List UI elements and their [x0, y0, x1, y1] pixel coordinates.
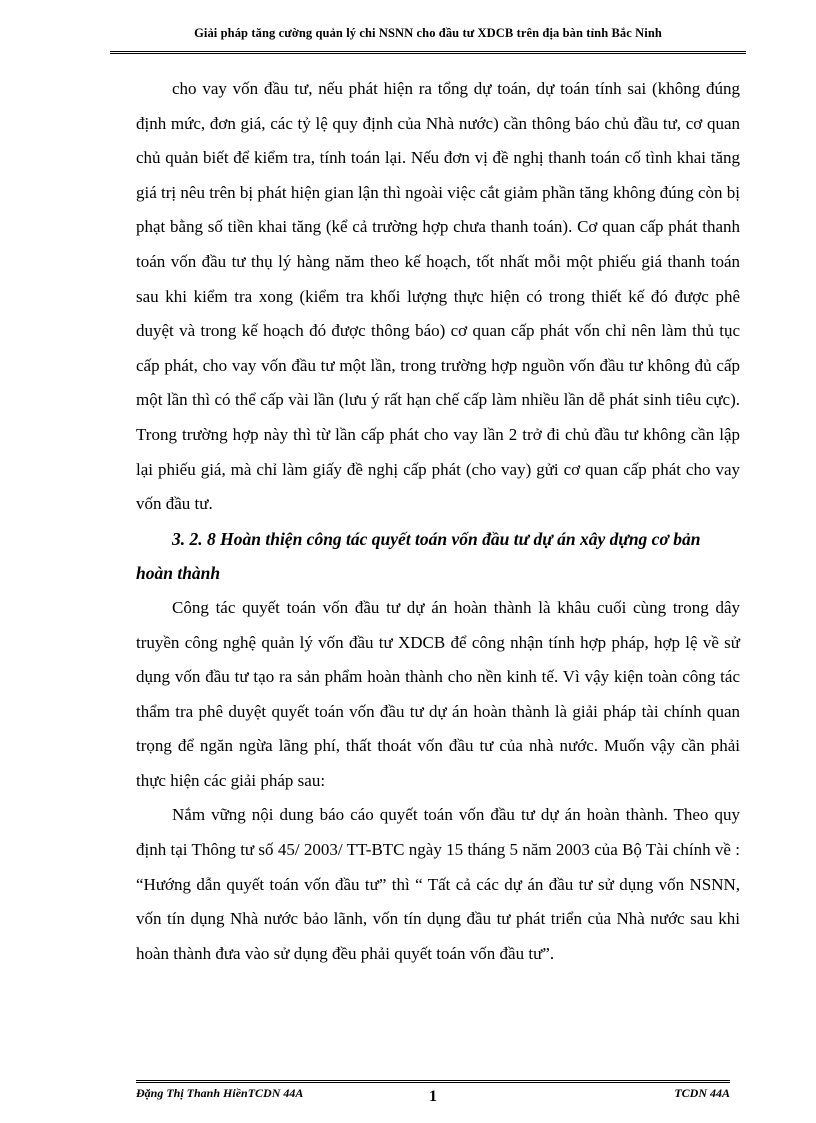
- section-heading: 3. 2. 8 Hoàn thiện công tác quyết toán vốn đầu tư dự án xây dựng cơ bản hoàn thành: [136, 528, 701, 584]
- header-title: Giải pháp tăng cường quản lý chi NSNN cho đầu tư XDCB trên địa bàn tỉnh Bắc Ninh: [194, 26, 662, 40]
- footer-author: Đặng Thị Thanh HiềnTCDN 44A: [136, 1086, 304, 1100]
- footer-class-code: TCDN 44A: [674, 1086, 730, 1100]
- page-body: [136, 72, 740, 971]
- header-rule: [110, 51, 746, 54]
- page-header: [110, 26, 746, 54]
- page-footer: [136, 1080, 730, 1116]
- paragraph-settlement-intro: Công tác quyết toán vốn đầu tư dự án hoàn thành là khâu cuối cùng trong dây truyền công nghệ quản lý vốn đầu tư XDCB để công nhận tính hợp pháp, hợp lệ về sử dụng vốn đầu tư tạo ra sản phẩm hoàn thành cho nền kinh tế. Vì vậy kiện toàn công tác thẩm tra phê duyệt quyết toán vốn đầu tư dự án hoàn thành là giải pháp tài chính quan trọng để ngăn ngừa lãng phí, thất thoát vốn đầu tư của nhà nước. Muốn vậy cần phải thực hiện các giải pháp sau:: [136, 597, 740, 790]
- paragraph-settlement-report: Nắm vững nội dung báo cáo quyết toán vốn đầu tư dự án hoàn thành. Theo quy định tại Thông tư số 45/ 2003/ TT-BTC ngày 15 tháng 5 năm 2003 của Bộ Tài chính về : “Hướng dẫn quyết toán vốn đầu tư” thì “ Tất cả các dự án đầu tư sử dụng vốn NSNN, vốn tín dụng Nhà nước bảo lãnh, vốn tín dụng đầu tư phát triển của Nhà nước sau khi hoàn thành đưa vào sử dụng đều phải quyết toán vốn đầu tư”.: [136, 805, 740, 963]
- page-number: 1: [429, 1088, 437, 1105]
- footer-rule: [136, 1080, 730, 1083]
- paragraph-disbursement: cho vay vốn đầu tư, nếu phát hiện ra tổng dự toán, dự toán tính sai (không đúng định mức, đơn giá, các tỷ lệ quy định của Nhà nước) cần thông báo chủ đầu tư, cơ quan chủ quản biết để kiểm tra, tính toán lại. Nếu đơn vị đề nghị thanh toán cố tình khai tăng giá trị nêu trên bị phát hiện gian lận thì ngoài việc cắt giảm phần tăng không đúng còn bị phạt bằng số tiền khai tăng (kể cả trường hợp chưa thanh toán). Cơ quan cấp phát thanh toán vốn đầu tư thụ lý hàng năm theo kế hoạch, tốt nhất mỗi một phiếu giá thanh toán sau khi kiểm tra xong (kiểm tra khối lượng thực hiện có trong thiết kế đó được phê duyệt và trong kế hoạch đó được thông báo) cơ quan cấp phát vốn chỉ nên làm thủ tục cấp phát, cho vay vốn đầu tư một lần, trong trường hợp nguồn vốn đầu tư không đủ cấp một lần thì có thể cấp vài lần (lưu ý rất hạn chế cấp làm nhiều lần dễ phát sinh tiêu cực). Trong trường hợp này thì từ lần cấp phát cho vay lần 2 trở đi chủ đầu tư không cần lập lại phiếu giá, mà chỉ làm giấy đề nghị cấp phát (cho vay) gửi cơ quan cấp phát cho vay vốn đầu tư.: [136, 79, 740, 514]
